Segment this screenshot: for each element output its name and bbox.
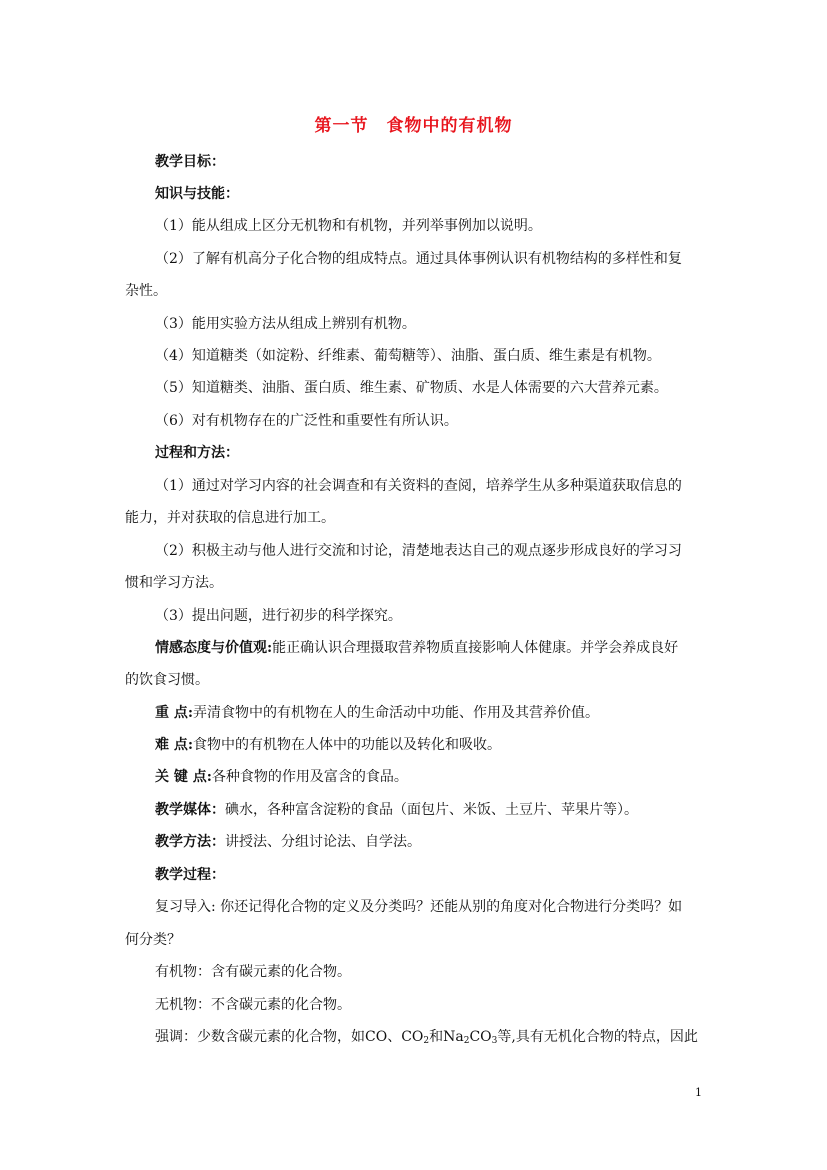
attitude-line1 (155, 638, 678, 658)
critical-point-line (155, 767, 408, 787)
process-item-1-line2: 能力，并对获取的信息进行加工。 (125, 510, 335, 526)
knowledge-item-2-line2: 杂性。 (125, 283, 167, 299)
process-item-2-line2: 惯和学习方法。 (125, 575, 223, 591)
emphasis-text-end: 等,具有无机化合物的特点，因此 (497, 1029, 698, 1045)
attitude-label: 情感态度与价值观: (155, 640, 273, 656)
process-item-3: （3）提出问题，进行初步的科学探究。 (155, 608, 402, 624)
formula-subscript-3: 3 (491, 1036, 498, 1046)
knowledge-heading: 知识与技能： (155, 186, 239, 202)
method-line (155, 832, 421, 852)
page-number: 1 (695, 1086, 702, 1099)
method-label: 教学方法： (155, 834, 225, 850)
goals-heading: 教学目标： (155, 154, 225, 170)
knowledge-item-5: （5）知道糖类、油脂、蛋白质、维生素、矿物质、水是人体需要的六大营养元素。 (155, 380, 668, 396)
difficult-point-text: 食物中的有机物在人体中的功能以及转化和吸收。 (193, 737, 502, 753)
page-title: 第一节 食物中的有机物 (314, 116, 513, 136)
emphasis-line (155, 1027, 698, 1051)
formula-subscript-2: 2 (423, 1036, 430, 1046)
knowledge-item-1: （1）能从组成上区分无机物和有机物，并列举事例加以说明。 (155, 218, 542, 234)
formula-co-co2: CO、CO (365, 1029, 424, 1045)
inorganic-definition: 无机物：不含碳元素的化合物。 (155, 997, 351, 1013)
review-line2: 何分类？ (125, 932, 181, 948)
key-point-text: 弄清食物中的有机物在人的生命活动中功能、作用及其营养价值。 (193, 705, 600, 721)
formula-subscript-2b: 2 (463, 1036, 470, 1046)
key-point-label: 重 点: (155, 705, 194, 721)
attitude-text: 能正确认识合理摄取营养物质直接影响人体健康。并学会养成良好 (272, 640, 679, 656)
critical-point-text: 各种食物的作用及富含的食品。 (211, 769, 408, 785)
critical-point-label: 关 键 点: (155, 769, 212, 785)
process-item-2-line1: （2）积极主动与他人进行交流和讨论，清楚地表达自己的观点逐步形成良好的学习习 (155, 543, 682, 559)
process-item-1-line1: （1）通过对学习内容的社会调查和有关资料的查阅，培养学生从多种渠道获取信息的 (155, 478, 682, 494)
emphasis-and: 和 (429, 1029, 444, 1045)
method-text: 讲授法、分组讨论法、自学法。 (225, 834, 421, 850)
formula-na: Na (443, 1029, 464, 1045)
knowledge-item-2-line1: （2）了解有机高分子化合物的组成特点。通过具体事例认识有机物结构的多样性和复 (155, 251, 682, 267)
difficult-point-line (155, 735, 501, 755)
media-text: 碘水，各种富含淀粉的食品（面包片、米饭、土豆片、苹果片等）。 (225, 802, 638, 818)
knowledge-item-4: （4）知道糖类（如淀粉、纤维素、葡萄糖等）、油脂、蛋白质、维生素是有机物。 (155, 348, 661, 364)
organic-definition: 有机物：含有碳元素的化合物。 (155, 964, 351, 980)
procedure-heading: 教学过程： (155, 867, 225, 883)
knowledge-item-3: （3）能用实验方法从组成上辨别有机物。 (155, 316, 416, 332)
media-label: 教学媒体： (155, 802, 225, 818)
difficult-point-label: 难 点: (155, 737, 194, 753)
attitude-line2: 的饮食习惯。 (125, 672, 209, 688)
formula-co3: CO (469, 1029, 492, 1045)
key-point-line (155, 703, 599, 723)
review-line1: 复习导入: 你还记得化合物的定义及分类吗？还能从别的角度对化合物进行分类吗？如 (155, 899, 683, 915)
process-heading: 过程和方法： (155, 445, 239, 461)
media-line (155, 800, 638, 820)
emphasis-text-start: 强调：少数含碳元素的化合物，如 (155, 1029, 365, 1045)
knowledge-item-6: （6）对有机物存在的广泛性和重要性有所认识。 (155, 413, 458, 429)
